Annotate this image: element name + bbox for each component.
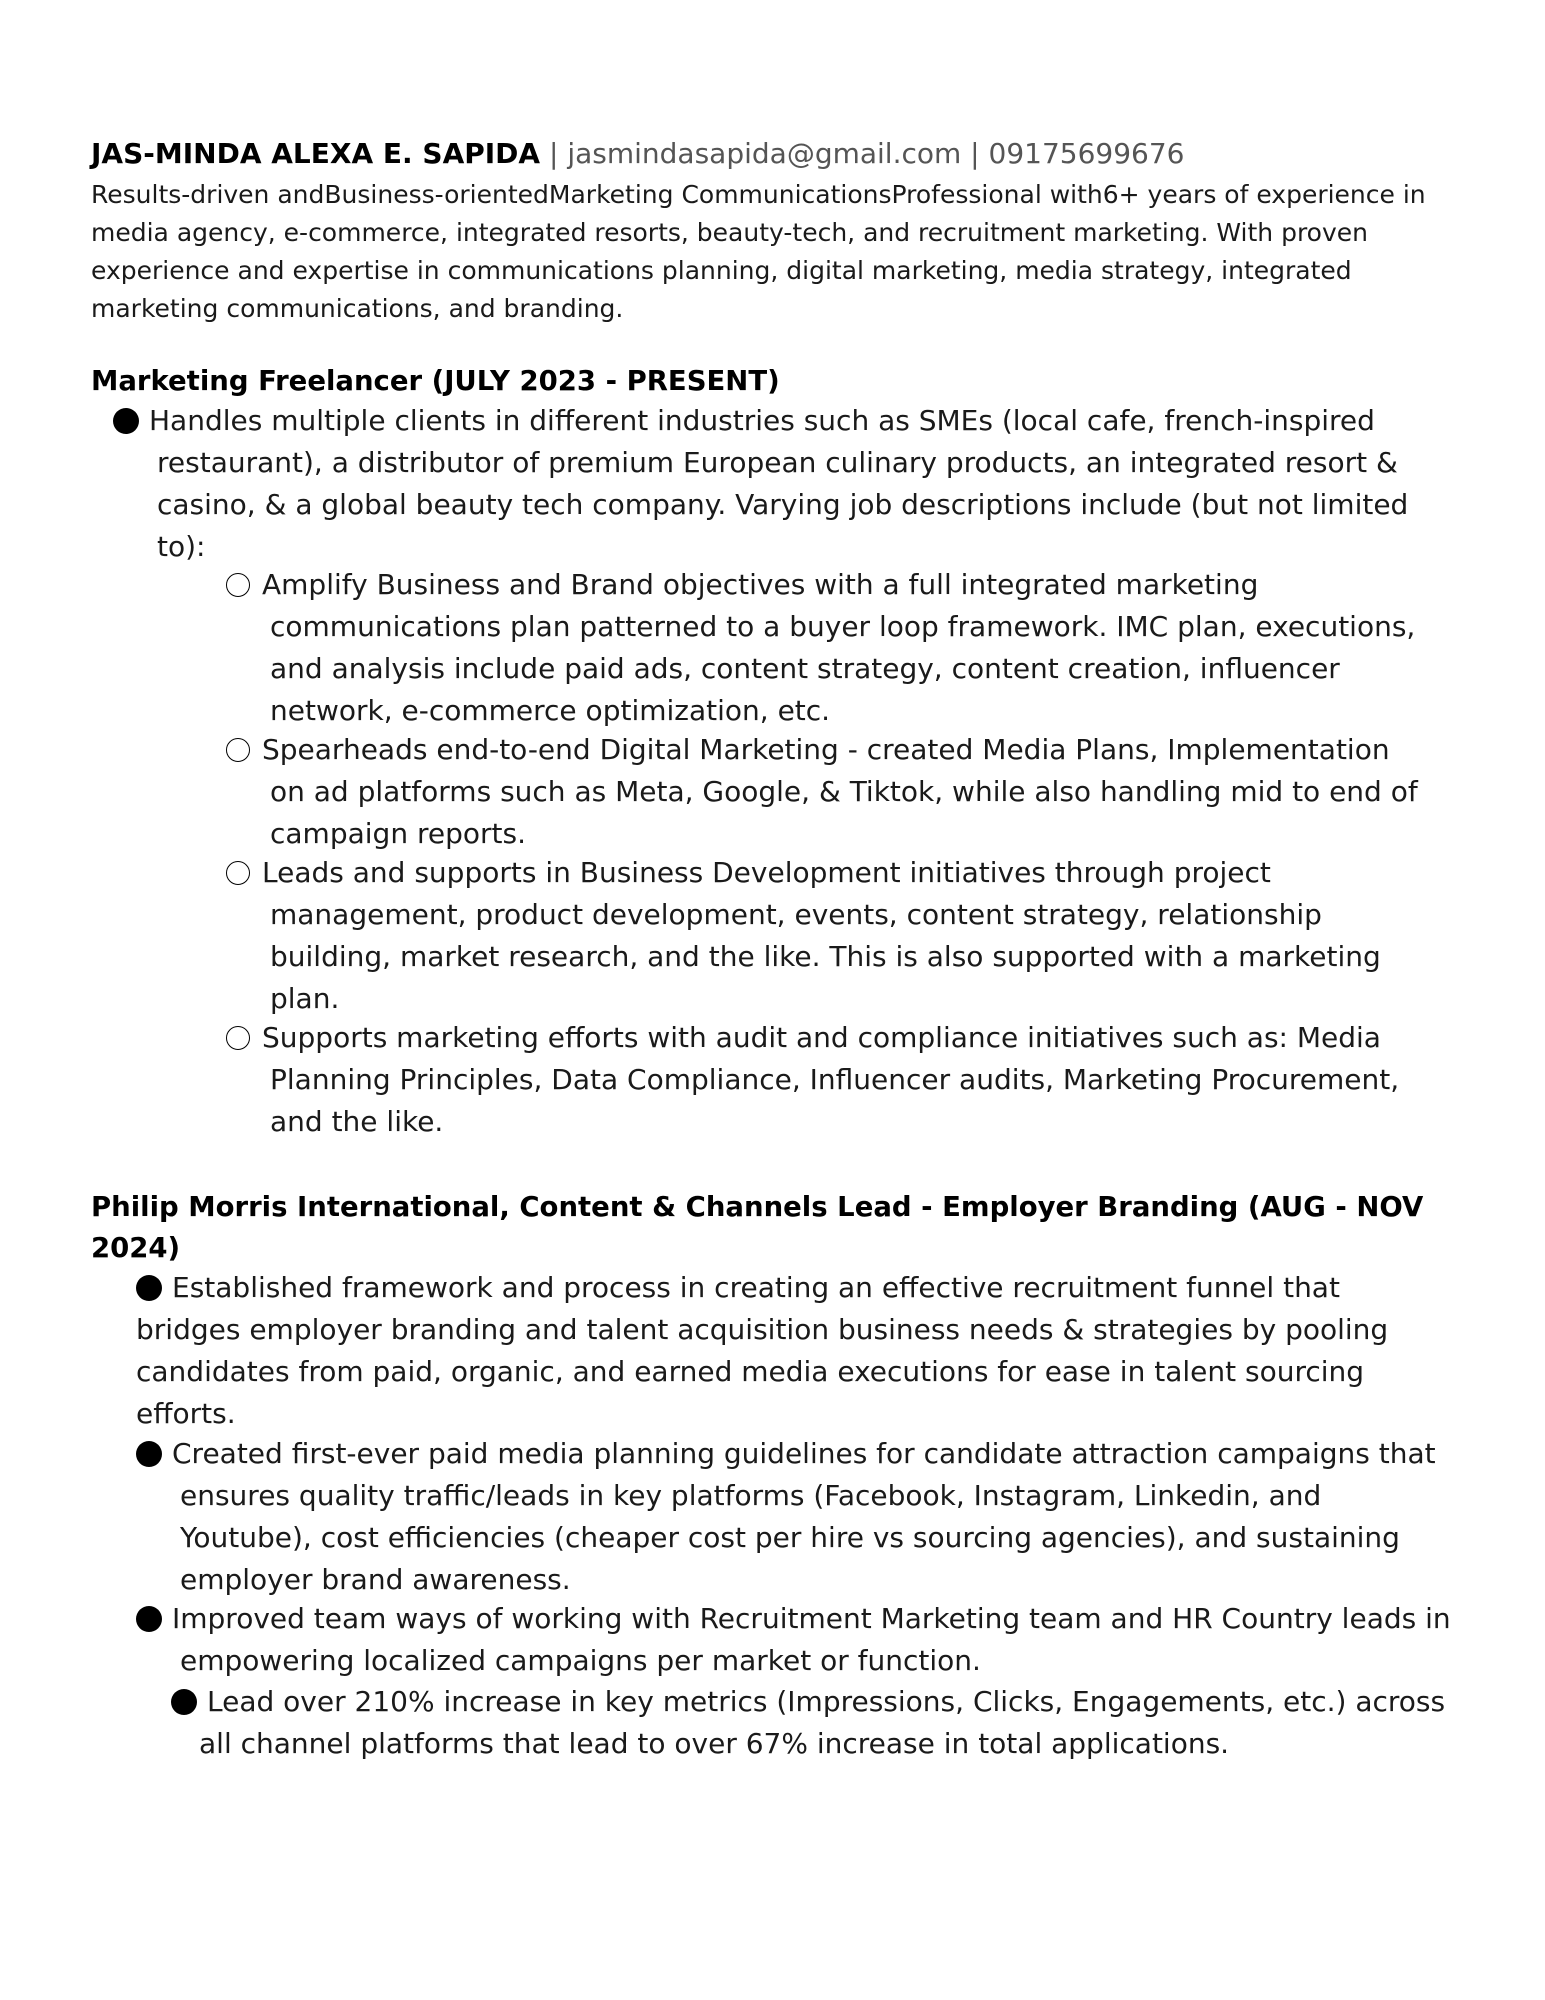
bullet-dot-icon — [136, 1606, 162, 1632]
bullet-circle-icon — [226, 861, 250, 885]
bullet-text: Established framework and process in creating an effective recruitment funnel that bridges employer branding and talent acquisition business needs & strategies by pooling candidates from paid, organic, and earned media executions for ease in talent sourcing efforts. — [136, 1271, 1389, 1430]
candidate-name: JAS-MINDA ALEXA E. SAPIDA — [91, 137, 541, 170]
bullet-dot-icon — [113, 408, 139, 434]
bullet-dot-icon — [171, 1689, 197, 1715]
header-line — [91, 136, 1471, 172]
list-item — [113, 400, 1433, 568]
bullet-text: Spearheads end-to-end Digital Marketing - created Media Plans, Implementation on ad platforms such as Meta, Google, & Tiktok, while also handling mid to end of campaign reports. — [262, 733, 1418, 850]
list-item — [226, 564, 1426, 732]
bullet-text: Lead over 210% increase in key metrics (Impressions, Clicks, Engagements, etc.) across all channel platforms that lead to over 67% increase in total applications. — [199, 1685, 1446, 1760]
bullet-circle-icon — [226, 573, 250, 597]
bullet-text: Created first-ever paid media planning guidelines for candidate attraction campaigns that ensures quality traffic/leads in key platforms (Facebook, Instagram, Linkedin, and Youtube), cost efficiencies (cheaper cost per hire vs sourcing agencies), and sustaining employer brand awareness. — [172, 1437, 1436, 1596]
bullet-text: Leads and supports in Business Development initiatives through project management, product development, events, content strategy, relationship building, market research, and the like. This is also supported with a marketing plan. — [262, 856, 1381, 1015]
job-title-pmi: Philip Morris International, Content & Channels Lead - Employer Branding (AUG - NOV 2024) — [91, 1191, 1424, 1264]
list-item — [226, 1017, 1426, 1143]
bullet-circle-icon — [226, 1026, 250, 1050]
list-item — [136, 1598, 1456, 1682]
bullet-dot-icon — [136, 1441, 162, 1467]
bullet-circle-icon — [226, 738, 250, 762]
bullet-text: Amplify Business and Brand objectives with a full integrated marketing communications plan patterned to a buyer loop framework. IMC plan, executions, and analysis include paid ads, content strategy, content creation, influencer network, e-commerce optimization, etc. — [262, 568, 1416, 727]
professional-summary: Results-driven andBusiness-orientedMarketing CommunicationsProfessional with6+ years of experience in media agency, e-commerce, integrated resorts, beauty-tech, and recruitment marketing. With proven experience and expertise in communications planning, digital marketing, media strategy, integrated marketing communications, and branding. — [91, 180, 1426, 323]
list-item — [171, 1681, 1471, 1765]
contact-info: | jasmindasapida@gmail.com | 09175699676 — [540, 137, 1185, 170]
bullet-text: Improved team ways of working with Recruitment Marketing team and HR Country leads in empowering localized campaigns per market or function. — [172, 1602, 1451, 1677]
bullet-text: Handles multiple clients in different industries such as SMEs (local cafe, french-inspired restaurant), a distributor of premium European culinary products, an integrated resort & casino, & a global beauty tech company. Varying job descriptions include (but not limited to): — [149, 404, 1409, 563]
list-item — [226, 852, 1426, 1020]
list-item — [226, 729, 1426, 855]
list-item — [136, 1433, 1456, 1601]
job-title-freelancer: Marketing Freelancer (JULY 2023 - PRESENT) — [91, 365, 780, 397]
bullet-dot-icon — [136, 1275, 162, 1301]
bullet-text: Supports marketing efforts with audit and compliance initiatives such as: Media Planning Principles, Data Compliance, Influencer audits, Marketing Procurement, and the like. — [262, 1021, 1400, 1138]
list-item — [136, 1267, 1446, 1435]
